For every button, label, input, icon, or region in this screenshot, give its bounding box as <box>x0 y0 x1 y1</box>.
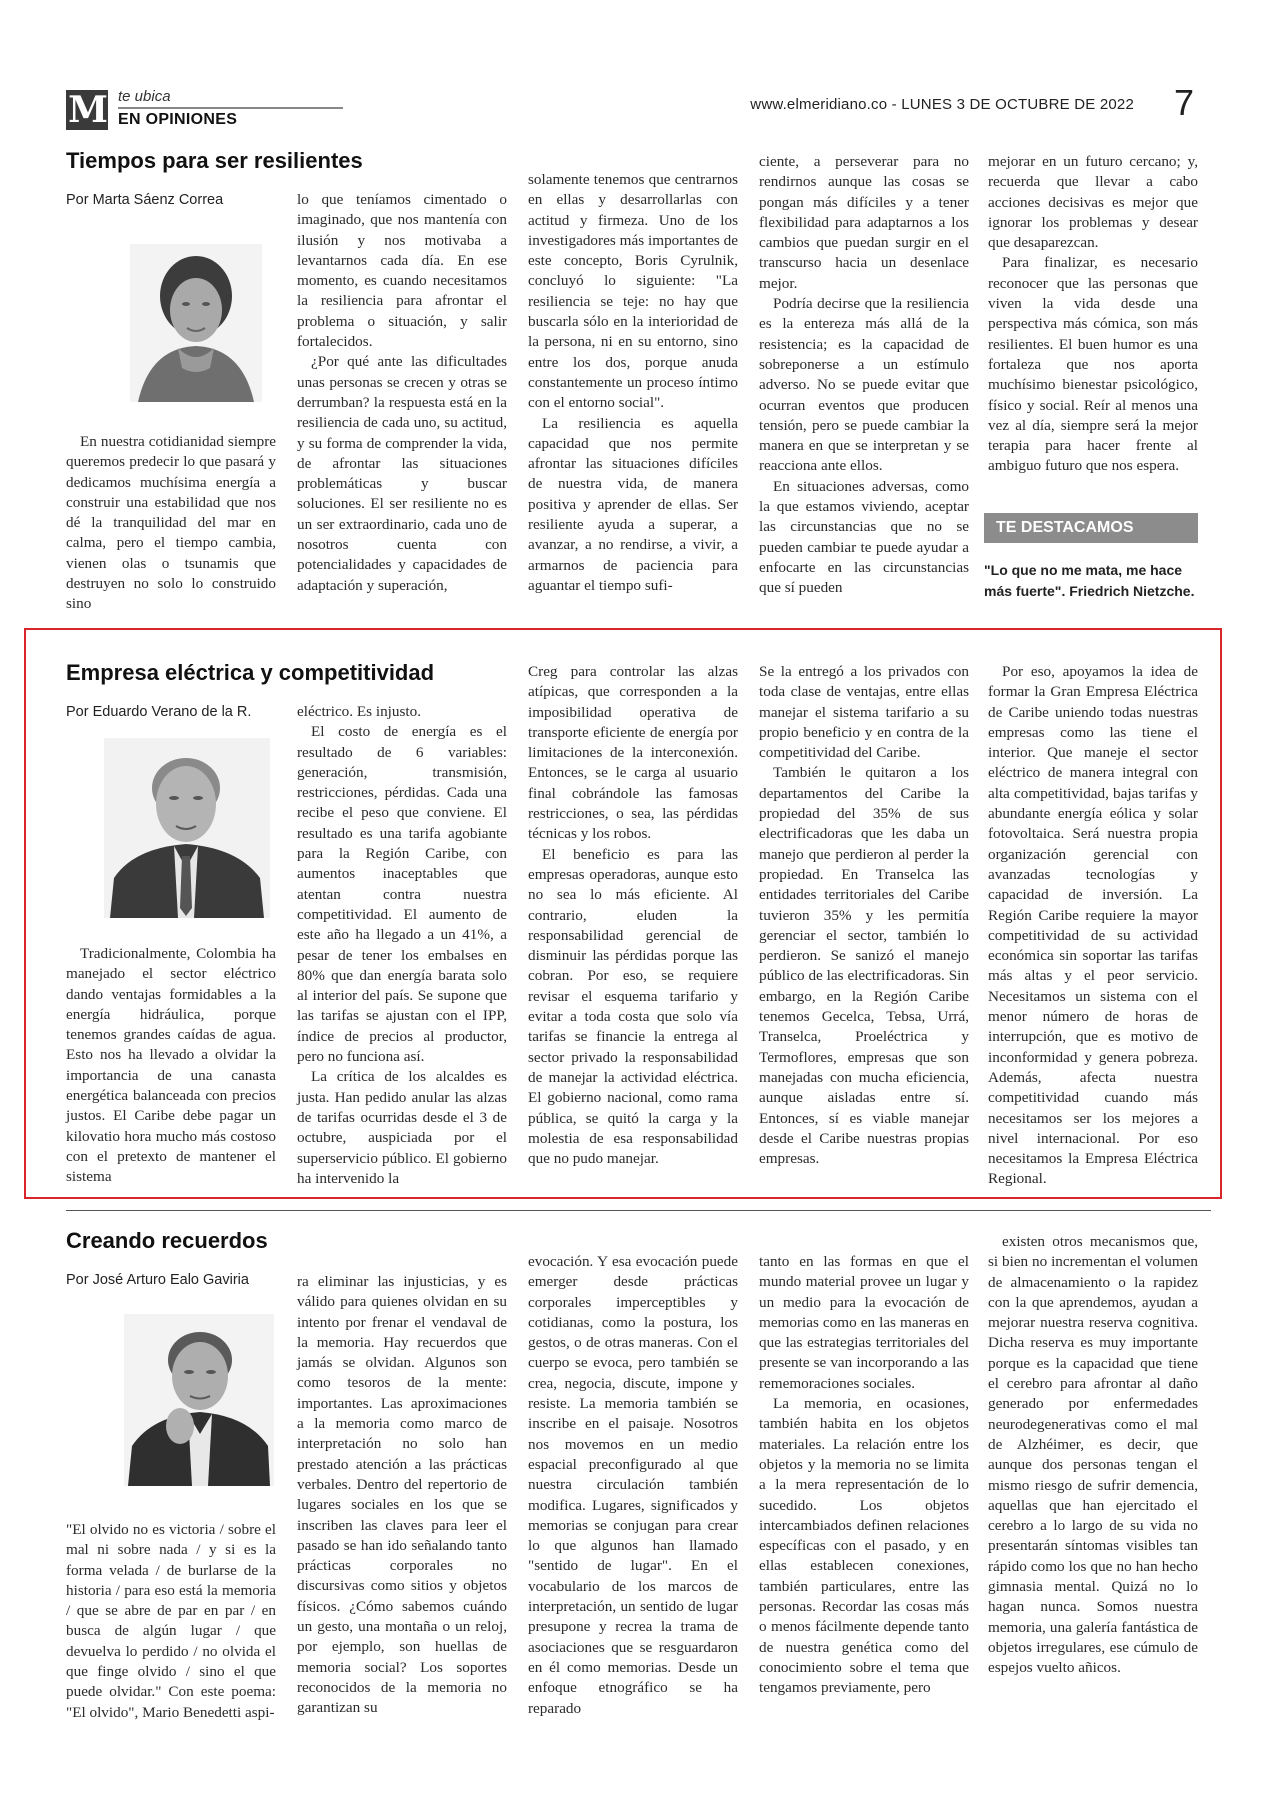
paragraph: La resiliencia es aquella capacidad que nos permite afrontar las situaciones difíciles de nuestra vida, de manera positiva y aprender de ellas. Ser resiliente ayuda a superar, a avanzar, a no rendirse, a vivir, a armarnos de paciencia para aguantar el tiempo sufi- <box>528 414 738 594</box>
column-3 <box>528 1252 738 1719</box>
paragraph: El costo de energía es el resultado de 6 variables: generación, transmisión, restricciones, pérdidas. Cada una recibe el peso que conviene. El resultado es una tarifa agobiante para la Región Caribe, con aumentos inaceptables que atentan contra nuestra competitividad. El aumento de este año ha llegado a un 41%, a pesar de tener los embalses en 80% que dan energía barata solo al interior del país. Se supone que las tarifas se ajustan con el IPP, índice de precios al productor, pero no funciona así. <box>297 723 507 1066</box>
byline: Por José Arturo Ealo Gaviria <box>66 1272 249 1288</box>
column-1 <box>66 432 276 615</box>
paragraph: Tradicionalmente, Colombia ha manejado el sector eléctrico dando ventajas formidables a la energía hidráulica, porque tenemos grandes caídas de agua. Esto nos ha llevado a olvidar la importancia de una canasta energética balanceada con precios justos. El Caribe debe pagar un kilovatio hora mucho más costoso con el pretexto de mantener el sistema <box>66 945 276 1186</box>
paragraph: tanto en las formas en que el mundo material provee un lugar y un medio para la evocación de memorias como en las maneras en que las estrategias territoriales del presente se van incorporando a las rememoraciones sociales. <box>759 1253 969 1392</box>
paragraph: Podría decirse que la resiliencia es la entereza más allá de la resistencia; es la capacidad de sobreponerse a un estímulo adverso. No se puede evitar que ocurran eventos que producen tensión, pero se puede cambiar la manera en que se interpretan y se reacciona ante ellos. <box>759 295 969 475</box>
column-1 <box>66 1520 276 1723</box>
article-title: Creando recuerdos <box>66 1228 268 1253</box>
column-4 <box>759 152 969 599</box>
article-creando-recuerdos <box>66 1228 1206 1768</box>
paragraph: evocación. Y esa evocación puede emerger desde prácticas corporales imperceptibles y cotidianas, como la postura, los gestos, o de otras maneras. Con el cuerpo se evoca, pero también se crea, negocia, discute, impone y resiste. La memoria también se inscribe en el paisaje. Nosotros nos movemos en un medio espacial preconfigurado al que nuestra circulación también modifica. Lugares, significados y memorias se conjugan para crear lo que algunos han llamado "sentido de lugar". En el vocabulario de los marcos de interpretación, un sentido de lugar presupone y recrea la trama de asociaciones que se resguardaron en él como memorias. Desde un enfoque etnográfico se ha reparado <box>528 1253 738 1717</box>
article-title: Tiempos para ser resilientes <box>66 148 363 173</box>
paragraph: ra eliminar las injusticias, y es válido para quienes olvidan en su intento por frenar el vendaval de la memoria. Hay recuerdos que jamás se olvidan. Algunos son como tesoros de la mente: importantes. Las aproximaciones a la memoria como marco de interpretación no solo han prestado atención a las prácticas verbales. Dentro del repertorio de lugares sociales en los que se inscriben las claves para leer el pasado se han ido señalando tanto prácticas corporales no discursivas como sitios y objetos físicos. ¿Cómo sabemos cuándo un gesto, una montaña o un reloj, por ejemplo, son huellas de memoria social? Los soportes reconocidos de la memoria no garantizan su <box>297 1273 507 1717</box>
article-title: Empresa eléctrica y competitividad <box>66 660 435 685</box>
author-photo <box>124 1314 274 1486</box>
date-line: www.elmeridiano.co - LUNES 3 DE OCTUBRE DE 2022 <box>750 96 1134 113</box>
byline: Por Eduardo Verano de la R. <box>66 704 252 720</box>
author-photo <box>130 244 262 402</box>
paragraph: eléctrico. Es injusto. <box>297 703 421 720</box>
column-4 <box>759 662 969 1169</box>
paragraph: mejorar en un futuro cercano; y, recuerda que llevar a cabo acciones decisivas es mejor que ignorar los problemas y desear que desaparezcan. <box>988 153 1198 252</box>
section-label: EN OPINIONES <box>118 111 238 128</box>
paragraph: El beneficio es para las empresas operadoras, aunque esto no sea lo más eficiente. Al contrario, eluden la responsabilidad gerencial de disminuir las pérdidas porque las cobran. Por eso, se requiere revisar el esquema tarifario y evitar a toda costa que solo vía tarifas se financie la entrega al sector privado la responsabilidad de manejar la actividad eléctrica. El gobierno nacional, como rama pública, se quitó la carga y la molestia de esa responsabilidad que no pudo manejar. <box>528 845 738 1168</box>
paragraph: Para finalizar, es necesario reconocer que las personas que viven la vida desde una perspectiva más cómica, son más resilientes. El buen humor es una fortaleza que nos aporta muchísimo bienestar psicológico, físico y social. Reír al menos una vez al día, siempre será la mejor terapia para hacer frente al ambiguo futuro que nos espera. <box>988 254 1198 475</box>
column-5 <box>988 662 1198 1190</box>
highlight-label: TE DESTACAMOS <box>984 513 1198 543</box>
paragraph: ¿Por qué ante las dificultades unas personas se crecen y otras se derrumban? la respuesta está en la resiliencia de cada uno, su actitud, y su forma de comprender la vida, de afrontar las situaciones problemáticas y buscar soluciones. El ser resiliente no es un ser extraordinario, cada uno de nosotros cuenta con potencialidades y capacidades de adaptación y superación, <box>297 353 507 594</box>
paragraph: La crítica de los alcaldes es justa. Han pedido anular las alzas de tarifas ocurridas desde el 3 de octubre, auspiciada por el superservicio público. El gobierno ha intervenido la <box>297 1068 507 1187</box>
column-2 <box>297 702 507 1189</box>
byline: Por Marta Sáenz Correa <box>66 192 224 208</box>
paragraph: ciente, a perseverar para no rendirnos aunque las cosas se pongan más difíciles y a tener flexibilidad para adaptarnos a los cambios que puedan surgir en el transcurso hacia un desenlace mejor. <box>759 153 969 292</box>
column-4 <box>759 1252 969 1699</box>
paragraph: "El olvido no es victoria / sobre el mal ni sobre nada / y si es la forma velada / de burlarse de la historia / para eso está la memoria / que se abre de par en par / en busca de algún lugar / que devuelva lo perdido / no olvida el que finge olvido / sino el que puede olvidar." Con este poema: "El olvido", Mario Benedetti aspi- <box>66 1521 276 1721</box>
paragraph: En situaciones adversas, como la que estamos viviendo, aceptar las circunstancias que no se pueden cambiar te puede ayudar a enfocarte en las circunstancias que sí pueden <box>759 477 969 597</box>
paragraph: lo que teníamos cimentado o imaginado, que nos mantenía con ilusión y nos motivaba a levantarnos cada día. En ese momento, es cuando necesitamos la resiliencia para afrontar el problema o situación, y salir fortalecidos. <box>297 191 507 351</box>
article-empresa-electrica <box>66 660 1206 1190</box>
paragraph: En nuestra cotidianidad siempre queremos predecir lo que pasará y dedicamos muchísima energía a construir una estabilidad que nos dé la tranquilidad del mar en calma, pero el tiempo cambia, vienen olas o tsunamis que destruyen no solo lo construido sino <box>66 433 276 613</box>
column-5 <box>988 1232 1198 1679</box>
paragraph: También le quitaron a los departamentos del Caribe la propiedad del 35% de sus electrificadoras que les daba un manejo que perdieron al perder la propiedad. En Transelca las entidades territoriales del Caribe tuvieron 35% y les permitía gerenciar el sector, también lo perdieron. Se sanizó el manejo público de las electrificadoras. Sin embargo, en la Región Caribe tenemos Gecelca, Tebsa, Urrá, Transelca, Proeléctrica y Termoflores, empresas que son manejadas con mucha eficiencia, aunque aisladas entre sí. Entonces, sí es viable manejar desde el Caribe nuestras propias empresas. <box>759 764 969 1168</box>
paragraph: La memoria, en ocasiones, también habita en los objetos materiales. La relación entre los objetos y la memoria no se limita a la mera representación de lo sucedido. Los objetos intercambiados definen relaciones específicas con el pasado, y en ellas establecen conexiones, también particulares, entre las personas. Recordar las cosas más o menos fácilmente depende tanto de nuestra genética como del conocimiento sobre el tema que tengamos previamente, pero <box>759 1395 969 1697</box>
masthead-rule <box>118 107 343 109</box>
author-photo <box>104 738 270 918</box>
article-separator <box>66 1210 1211 1211</box>
column-3 <box>528 662 738 1169</box>
paragraph: Creg para controlar las alzas atípicas, que corresponden a la imposibilidad operativa de transporte eficiente de energía por limitaciones de la interconexión. Entonces, se le carga al usuario final cobrándole las famosas restricciones, o sea, las pérdidas técnicas y los robos. <box>528 663 738 843</box>
column-1 <box>66 944 276 1188</box>
column-3 <box>528 170 738 596</box>
article-resilientes <box>66 148 1206 628</box>
paragraph: Por eso, apoyamos la idea de formar la Gran Empresa Eléctrica de Caribe uniendo todas nuestras empresas como las tiene el interior. Que maneje el sector eléctrico de manera integral con alta competitividad, bajas tarifas y abundante energía eólica y solar fotovoltaica. Será nuestra propia organización gerencial con avanzadas tecnologías y capacidad de inversión. La Región Caribe requiere la mayor competitividad de su actividad económica sin soportar las tarifas más altas y el peor servicio. Necesitamos un sistema con el menor número de horas de interrupción, que es motivo de inconformidad y genera pobreza. Además, afecta nuestra competitividad cuando más necesitamos ser los mejores a nivel internacional. Por eso necesitamos la Empresa Eléctrica Regional. <box>988 663 1198 1188</box>
logo-tagline: te ubica <box>118 88 171 105</box>
column-5 <box>988 152 1198 477</box>
page-number: 7 <box>1174 82 1195 123</box>
paragraph: Se la entregó a los privados con toda clase de ventajas, entre ellas manejar el sistema tarifario a su propio beneficio y en contra de la competitividad del Caribe. <box>759 663 969 762</box>
newspaper-logo: M <box>66 90 108 130</box>
column-2 <box>297 190 507 596</box>
column-2 <box>297 1272 507 1719</box>
paragraph: existen otros mecanismos que, si bien no incrementan el volumen de almacenamiento o la rapidez con la que aprendemos, ayudan a mejorar nuestra reserva cognitiva. Dicha reserva es muy importante porque es la capacidad que tiene el cerebro para afrontar al daño generado por enfermedades neurodegenerativas como el mal de Alzhéimer, es decir, que aunque dos personas tengan el mismo riesgo de sufrir demencia, aquellas que han ejercitado el cerebro a lo largo de su vida no presentarán síntomas visibles tan rápido como los que no han hecho gimnasia mental. Quizá no lo hagan nunca. Somos nuestra memoria, una galería fantástica de objetos irregulares, ese cúmulo de espejos vuelto añicos. <box>988 1233 1198 1677</box>
paragraph: solamente tenemos que centrarnos en ellas y desarrollarlas con actitud y firmeza. Uno de los investigadores más importantes de este concepto, Boris Cyrulnik, concluyó lo siguiente: "La resiliencia se teje: no hay que buscarla sólo en la interioridad de la persona, ni en su entorno, sino entre los dos, porque anuda constantemente un proceso íntimo con el entorno social". <box>528 171 738 412</box>
highlight-quote: "Lo que no me mata, me hace más fuerte". Friedrich Nietzche. <box>984 562 1195 599</box>
